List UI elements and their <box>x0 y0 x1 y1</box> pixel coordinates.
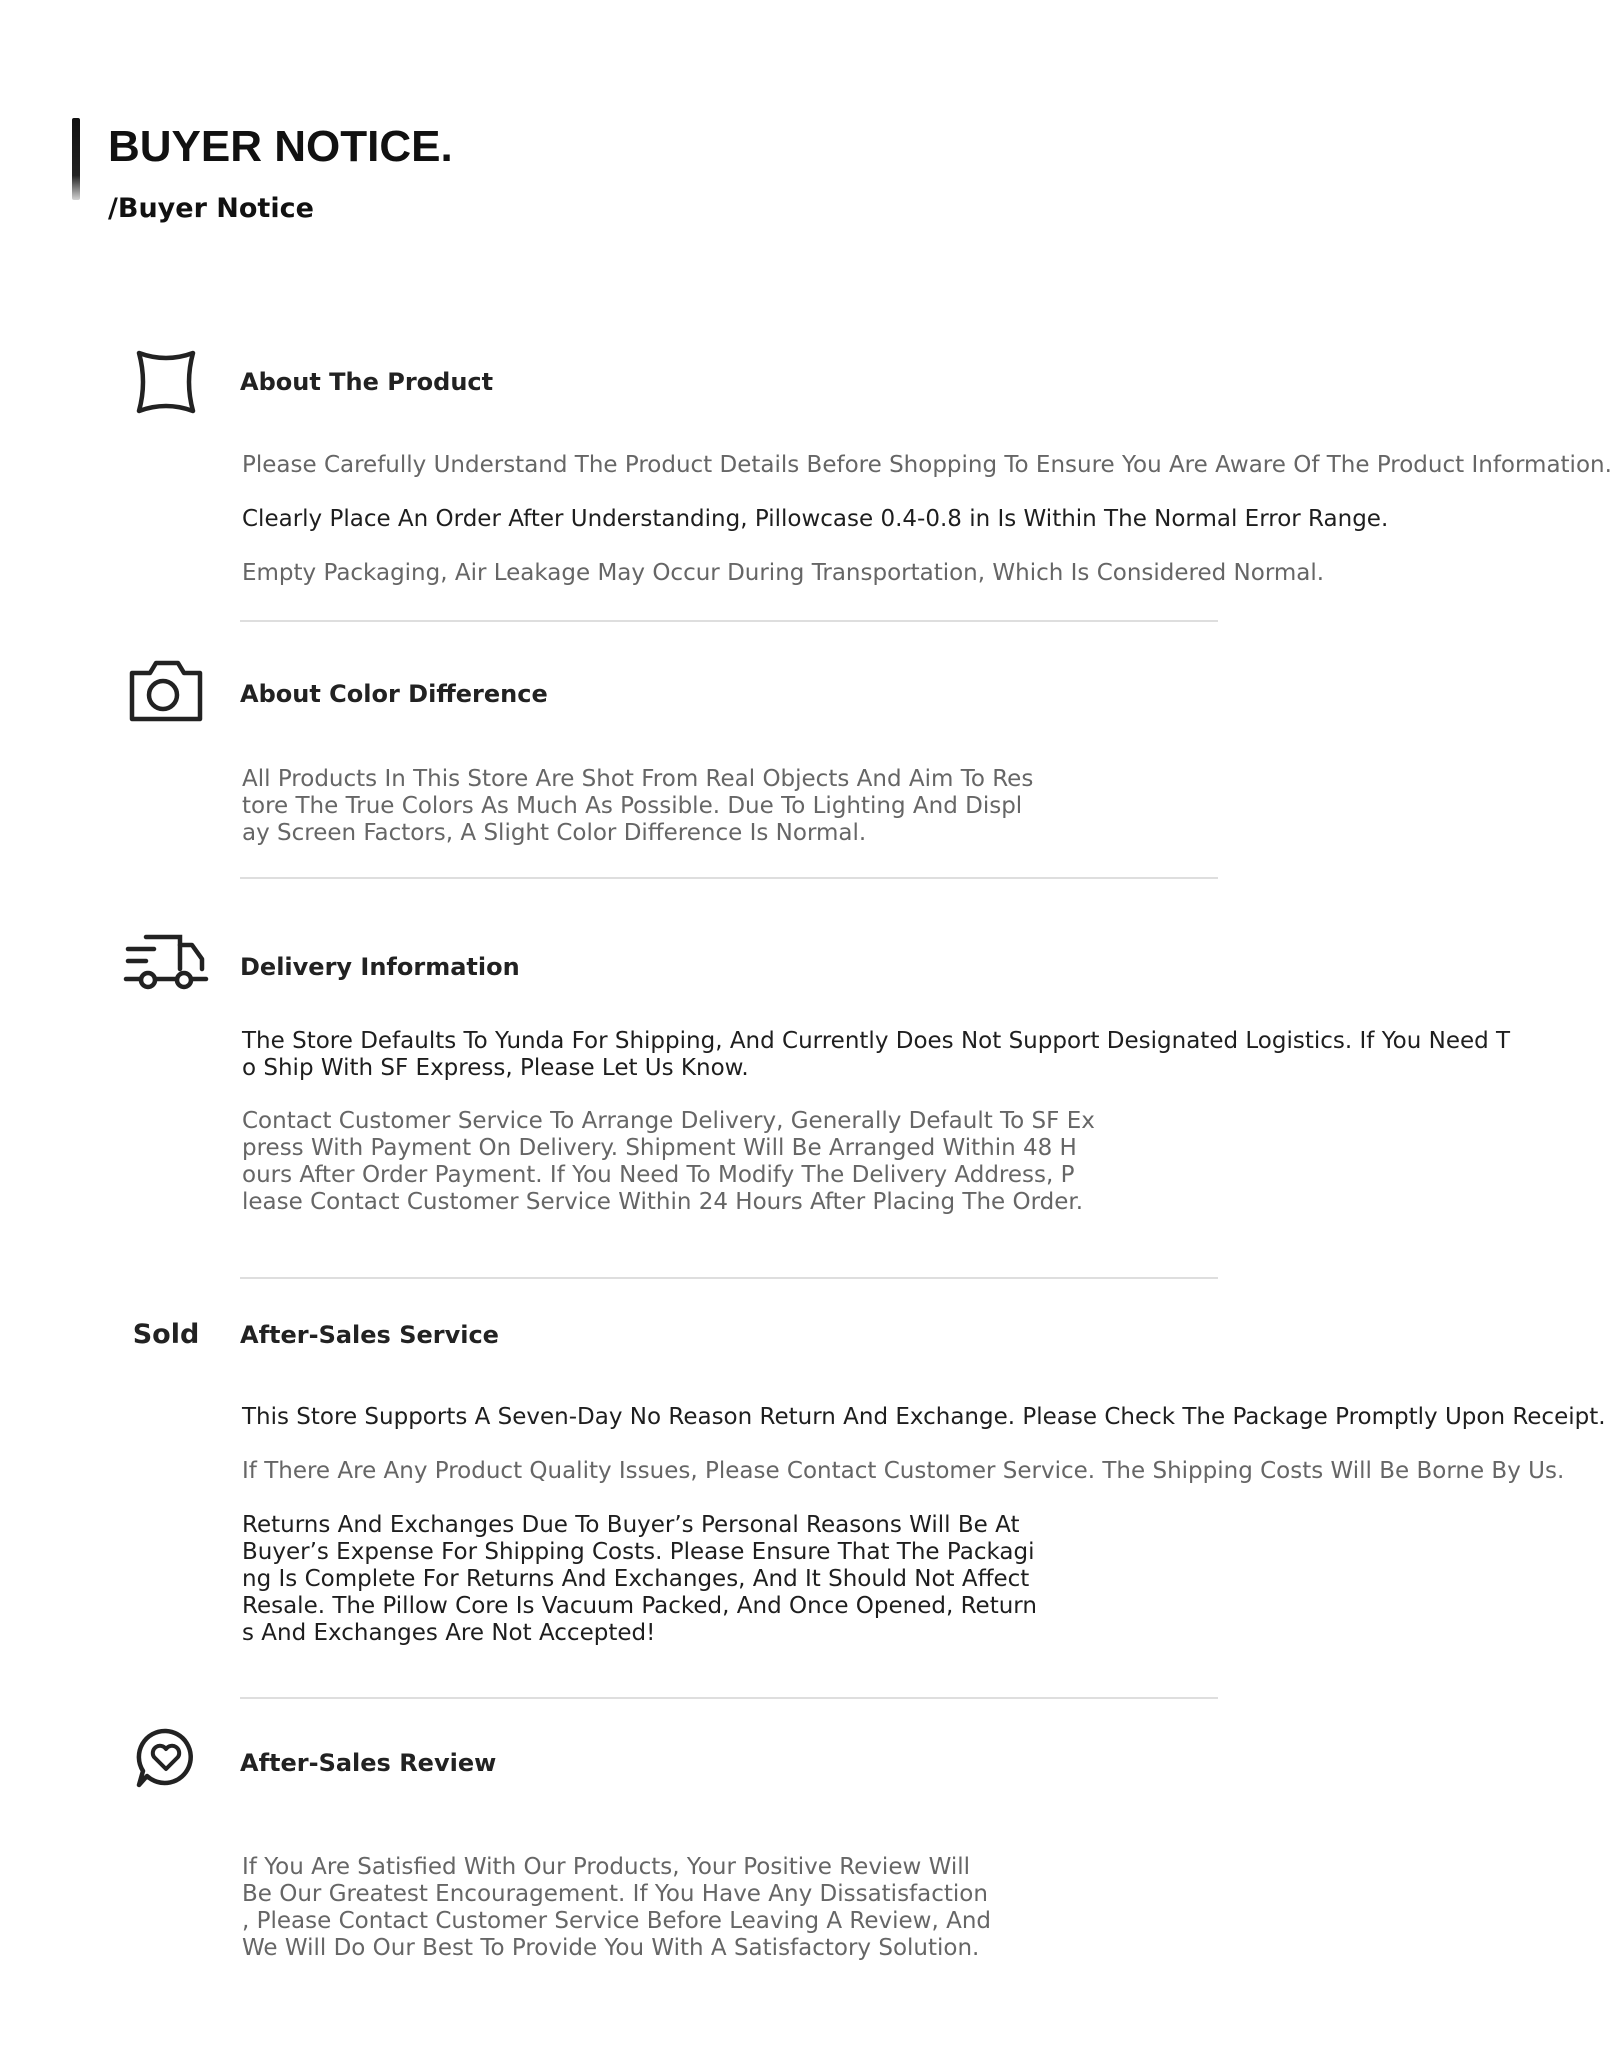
delivery-paragraph-2: Contact Customer Service To Arrange Delivery, Generally Default To SF Ex press With Payment On Delivery. Shipment Will Be Arranged Within 48 H ours After Order Payment. If You Need To Modify The Delivery Address, P lease Contact Customer Service Within 24 Hours After Placing The Order. <box>242 1108 1095 1215</box>
aftersales-paragraph-2: If There Are Any Product Quality Issues, Please Contact Customer Service. The Shipping Costs Will Be Borne By Us. <box>242 1458 1565 1484</box>
product-paragraph-1: Please Carefully Understand The Product Details Before Shopping To Ensure You Are Aware Of The Product Information. <box>242 452 1612 478</box>
review-paragraph-1: If You Are Satisfied With Our Products, Your Positive Review Will Be Our Greatest Encouragement. If You Have Any Dissatisfaction , Please Contact Customer Service Before Leaving A Review, And We Will Do Our Best To Provide You With A Satisfactory Solution. <box>242 1854 992 1961</box>
page-subtitle: /Buyer Notice <box>108 193 314 224</box>
section-title-aftersales: After-Sales Service <box>240 1321 499 1349</box>
delivery-paragraph-1: The Store Defaults To Yunda For Shipping, And Currently Does Not Support Designated Logistics. If You Need T o Ship With SF Express, Please Let Us Know. <box>242 1028 1511 1081</box>
delivery-truck-icon <box>118 924 214 998</box>
camera-icon <box>118 653 214 727</box>
sold-icon-label: Sold <box>132 1318 200 1350</box>
page-title: BUYER NOTICE. <box>108 122 453 171</box>
pillow-icon <box>118 345 214 419</box>
aftersales-paragraph-1: This Store Supports A Seven-Day No Reason Return And Exchange. Please Check The Package Promptly Upon Receipt. <box>242 1404 1606 1430</box>
section-title-product: About The Product <box>240 368 494 396</box>
aftersales-paragraph-3: Returns And Exchanges Due To Buyer’s Personal Reasons Will Be At Buyer’s Expense For Shipping Costs. Please Ensure That The Packagi ng Is Complete For Returns And Exchanges, And It Should Not Affect Resale. The Pillow Core Is Vacuum Packed, And Once Opened, Return s And Exchanges Are Not Accepted! <box>242 1512 1037 1646</box>
section-title-delivery: Delivery Information <box>240 953 520 981</box>
color-paragraph-1: All Products In This Store Are Shot From Real Objects And Aim To Res tore The True Colors As Much As Possible. Due To Lighting And Displ ay Screen Factors, A Slight Color Difference Is Normal. <box>242 766 1034 846</box>
header-accent-bar <box>72 118 80 200</box>
divider <box>240 1277 1218 1279</box>
divider <box>240 620 1218 622</box>
divider <box>240 877 1218 879</box>
heart-chat-icon <box>118 1721 214 1795</box>
product-paragraph-2: Clearly Place An Order After Understanding, Pillowcase 0.4-0.8 in Is Within The Normal Error Range. <box>242 506 1389 532</box>
section-title-color: About Color Difference <box>240 680 548 708</box>
divider <box>240 1697 1218 1699</box>
product-paragraph-3: Empty Packaging, Air Leakage May Occur During Transportation, Which Is Considered Normal. <box>242 560 1325 586</box>
sold-icon <box>118 1297 214 1371</box>
section-title-review: After-Sales Review <box>240 1749 497 1777</box>
